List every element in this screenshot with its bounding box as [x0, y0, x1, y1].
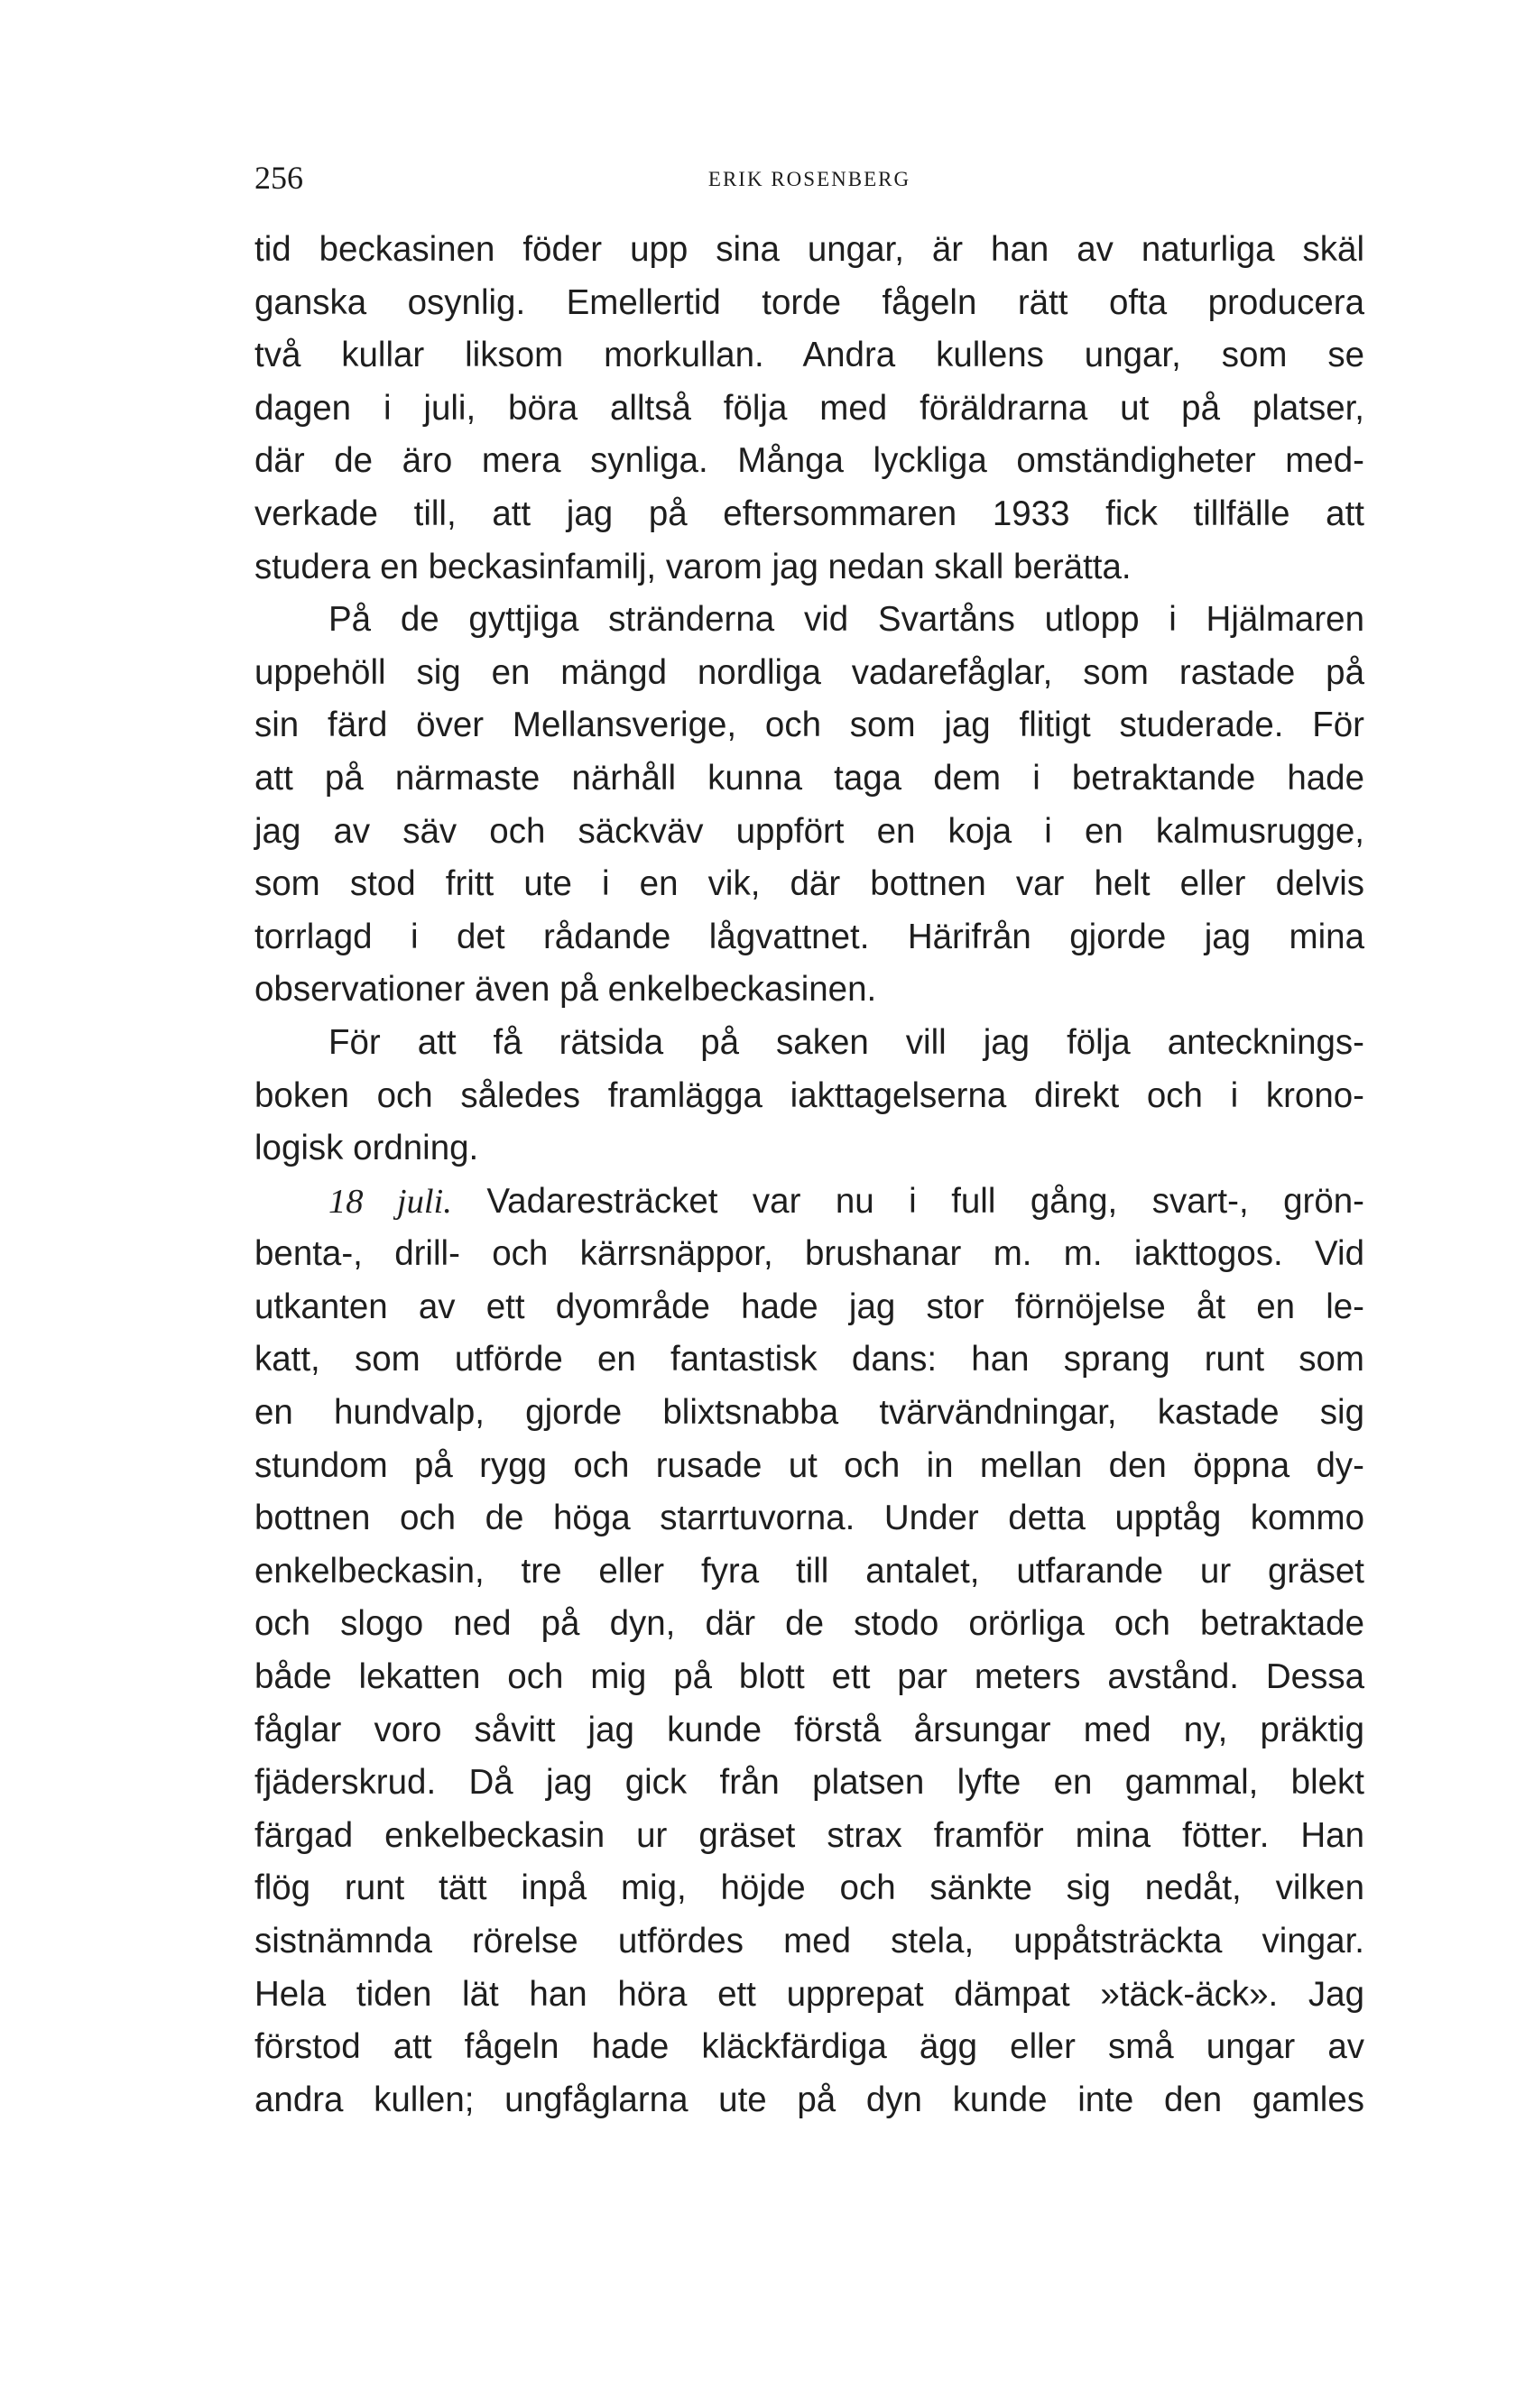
body-text: [254, 224, 1364, 2127]
text-line: Hela tiden lät han höra ett upprepat dämpat »täck-äck». Jag: [254, 1974, 1364, 2014]
text-line: två kullar liksom morkullan. Andra kullens ungar, som se: [254, 336, 1364, 375]
text-line: logisk ordning.: [254, 1129, 479, 1168]
text-line: både lekatten och mig på blott ett par meters avstånd. Dessa: [254, 1657, 1364, 1697]
text-line: benta-, drill- och kärrsnäppor, brushanar m. m. iakttogos. Vid: [254, 1234, 1364, 1274]
text-line: andra kullen; ungfåglarna ute på dyn kunde inte den gamles: [254, 2080, 1364, 2119]
running-head: [254, 155, 1364, 200]
text-line: fåglar voro såvitt jag kunde förstå årsungar med ny, präktig: [254, 1710, 1364, 1749]
paragraph: [254, 224, 1364, 594]
text-line: verkade till, att jag på eftersommaren 1933 fick tillfälle att: [254, 494, 1364, 533]
text-line: torrlagd i det rådande lågvattnet. Härifrån gjorde jag mina: [254, 917, 1364, 956]
text-line: ganska osynlig. Emellertid torde fågeln rätt ofta producera: [254, 282, 1364, 322]
diary-entry: [254, 1176, 1364, 2127]
text-line: sistnämnda rörelse utfördes med stela, uppåtsträckta vingar.: [254, 1922, 1364, 1961]
text-line: enkelbeckasin, tre eller fyra till antalet, utfarande ur gräset: [254, 1551, 1364, 1591]
text-line: uppehöll sig en mängd nordliga vadarefåglar, som rastade på: [254, 652, 1364, 692]
text-line: På de gyttjiga stränderna vid Svartåns utlopp i Hjälmaren: [328, 600, 1364, 640]
text-line: färgad enkelbeckasin ur gräset strax framför mina fötter. Han: [254, 1815, 1364, 1855]
text-line: För att få rätsida på saken vill jag följa antecknings-: [328, 1022, 1364, 1062]
header-author: ERIK ROSENBERG: [707, 168, 911, 190]
text-line: katt, som utförde en fantastisk dans: han sprang runt som: [254, 1340, 1364, 1379]
text-line: där de äro mera synliga. Många lyckliga omständigheter med-: [254, 441, 1364, 481]
text-line: flög runt tätt inpå mig, höjde och sänkte sig nedåt, vilken: [254, 1868, 1364, 1908]
text-line: tid beckasinen föder upp sina ungar, är han av naturliga skäl: [254, 230, 1364, 269]
entry-first-line-text: Vadaresträcket var nu i full gång, svart-, grön-: [486, 1181, 1365, 1221]
paragraph: [254, 594, 1364, 1017]
paragraph: [254, 1017, 1364, 1176]
text-line: att på närmaste närhåll kunna taga dem i betraktande hade: [254, 758, 1364, 798]
text-line: dagen i juli, böra alltså följa med föräldrarna ut på platser,: [254, 388, 1364, 428]
text-line: fjäderskrud. Då jag gick från platsen lyfte en gammal, blekt: [254, 1763, 1364, 1803]
text-line: stundom på rygg och rusade ut och in mellan den öppna dy-: [254, 1445, 1364, 1485]
text-line: utkanten av ett dyområde hade jag stor förnöjelse åt en le-: [254, 1287, 1364, 1326]
text-line: som stod fritt ute i en vik, där bottnen var helt eller delvis: [254, 864, 1364, 904]
text-line: bottnen och de höga starrtuvorna. Under detta upptåg kommo: [254, 1499, 1364, 1538]
entry-first-line: [254, 1176, 1364, 1229]
text-line: en hundvalp, gjorde blixtsnabba tvärvändningar, kastade sig: [254, 1393, 1364, 1433]
text-line: och slogo ned på dyn, där de stodo orörliga och betraktade: [254, 1604, 1364, 1644]
page-number: 256: [254, 160, 303, 196]
text-line: observationer även på enkelbeckasinen.: [254, 970, 877, 1010]
text-line: boken och således framlägga iakttagelserna direkt och i krono-: [254, 1075, 1364, 1115]
text-line: jag av säv och säckväv uppfört en koja i en kalmusrugge,: [254, 811, 1364, 851]
text-line: sin färd över Mellansverige, och som jag flitigt studerade. För: [254, 706, 1364, 745]
text-line: studera en beckasinfamilj, varom jag nedan skall berätta.: [254, 547, 1132, 586]
text-line: förstod att fågeln hade kläckfärdiga ägg eller små ungar av: [254, 2027, 1364, 2067]
entry-date: 18 juli.: [328, 1182, 452, 1221]
